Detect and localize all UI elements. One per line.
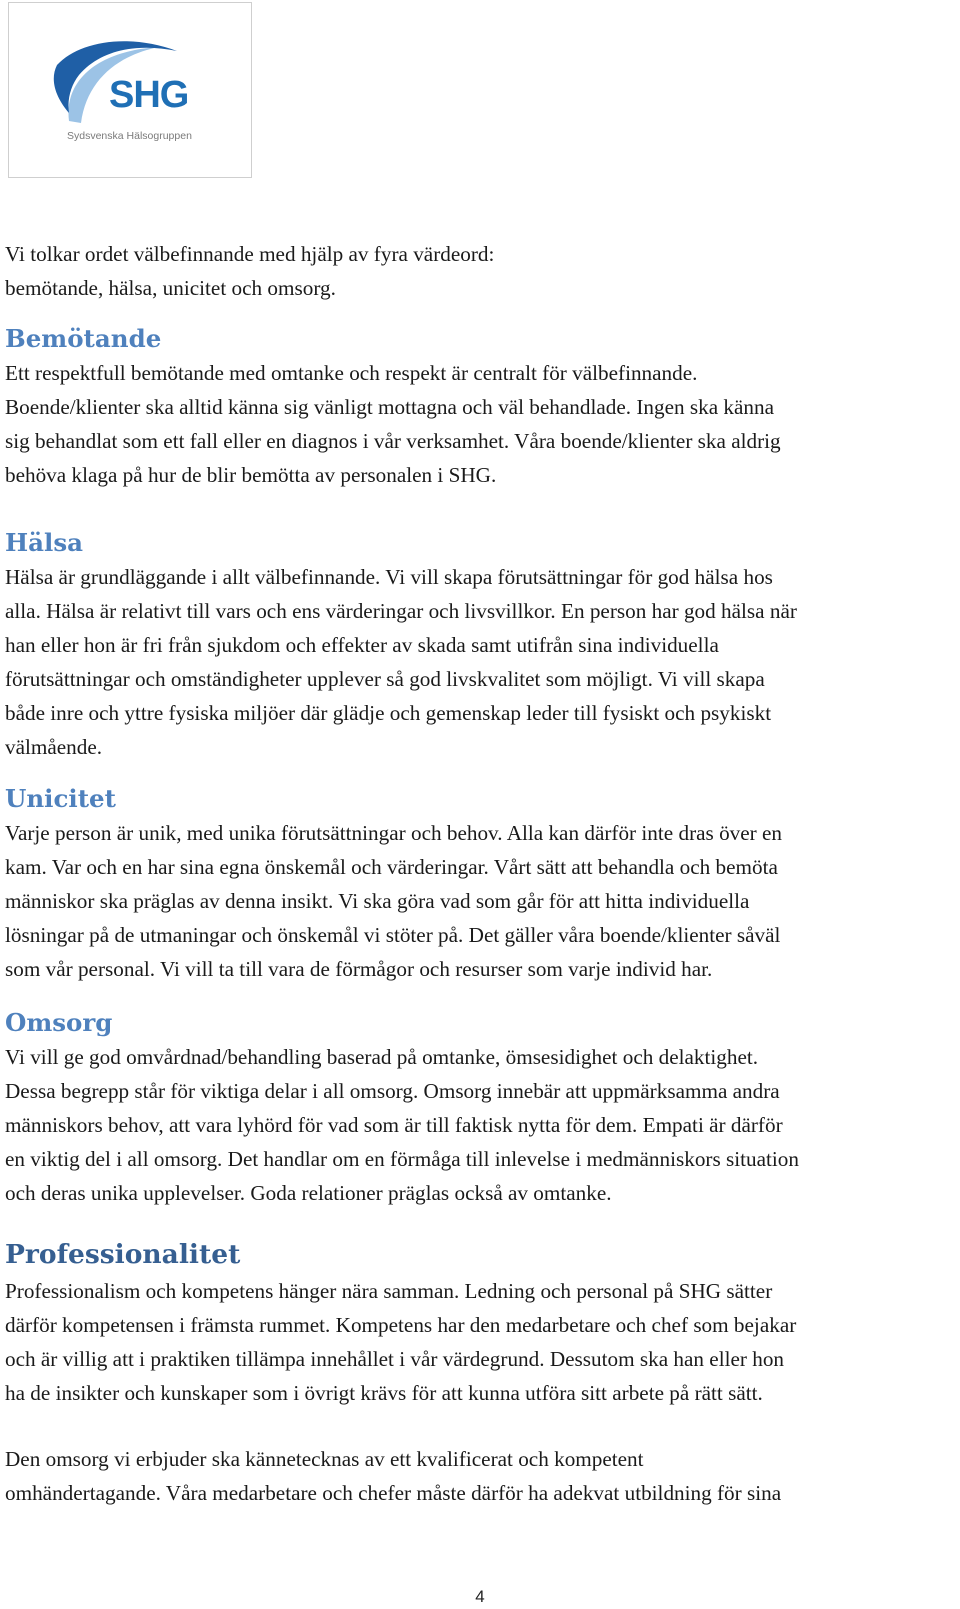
paragraph-halsa: Hälsa är grundläggande i allt välbefinnande. Vi vill skapa förutsättningar för god hälsa hos alla. Hälsa är relativt till vars och ens värderingar och livsvillkor. En person har god hälsa när han eller hon är fri från sjukdom och effekter av skada samt utifrån sina individuella förutsättningar och omständigheter upplever så god livskvalitet som möjligt. Vi vill skapa både inre och yttre fysiska miljöer där glädje och gemenskap leder till fysiskt och psykiskt välmående. <box>5 565 797 759</box>
section-bemotande <box>5 322 955 492</box>
heading-unicitet: Unicitet <box>5 784 116 813</box>
section-halsa <box>5 526 955 764</box>
heading-halsa: Hälsa <box>5 528 83 557</box>
paragraph-professionalitet-2: Den omsorg vi erbjuder ska kännetecknas av ett kvalificerat och kompetent omhändertagande. Våra medarbetare och chefer måste därför ha adekvat utbildning för sina <box>5 1447 782 1505</box>
shg-logo-graphic <box>9 3 251 177</box>
shg-logo <box>8 2 252 178</box>
section-omsorg <box>5 1006 955 1210</box>
paragraph-omsorg: Vi vill ge god omvårdnad/behandling baserad på omtanke, ömsesidighet och delaktighet. Dessa begrepp står för viktiga delar i all omsorg. Omsorg innebär att uppmärksamma andra människors behov, att vara lyhörd för vad som är till faktisk nytta för dem. Empati är därför en viktig del i all omsorg. Det handlar om en förmåga till inlevelse i medmänniskors situation och deras unika upplevelser. Goda relationer präglas också av omtanke. <box>5 1045 799 1205</box>
paragraph-unicitet: Varje person är unik, med unika förutsättningar och behov. Alla kan därför inte dras över en kam. Var och en har sina egna önskemål och värderingar. Vårt sätt att behandla och bemöta människor ska präglas av denna insikt. Vi ska göra vad som går för att hitta individuella lösningar på de utmaningar och önskemål vi stöter på. Det gäller våra boende/klienter såväl som vår personal. Vi vill ta till vara de förmågor och resurser som varje individ har. <box>5 821 783 981</box>
intro-paragraph: Vi tolkar ordet välbefinnande med hjälp av fyra värdeord: bemötande, hälsa, unicitet och omsorg. <box>5 242 495 300</box>
heading-professionalitet: Professionalitet <box>5 1239 241 1270</box>
heading-bemotande: Bemötande <box>5 324 162 353</box>
section-unicitet <box>5 782 955 986</box>
paragraph-professionalitet: Professionalism och kompetens hänger nära samman. Ledning och personal på SHG sätter därför kompetensen i främsta rummet. Kompetens har den medarbetare och chef som bejakar och är villig att i praktiken tillämpa innehållet i vår värdegrund. Dessutom ska han eller hon ha de insikter och kunskaper som i övrigt krävs för att kunna utföra sitt arbete på rätt sätt. <box>5 1279 797 1405</box>
page-number: 4 <box>475 1587 485 1606</box>
logo-tagline: Sydsvenska Hälsogruppen <box>67 130 192 142</box>
document-body <box>5 237 955 1510</box>
logo-wordmark: SHG <box>109 74 189 116</box>
paragraph-bemotande: Ett respektfull bemötande med omtanke och respekt är centralt för välbefinnande. Boende/klienter ska alltid känna sig vänligt mottagna och väl behandlade. Ingen ska känna sig behandlat som ett fall eller en diagnos i vår verksamhet. Våra boende/klienter ska aldrig behöva klaga på hur de blir bemötta av personalen i SHG. <box>5 361 781 487</box>
heading-omsorg: Omsorg <box>5 1008 113 1037</box>
section-professionalitet <box>5 1236 955 1510</box>
